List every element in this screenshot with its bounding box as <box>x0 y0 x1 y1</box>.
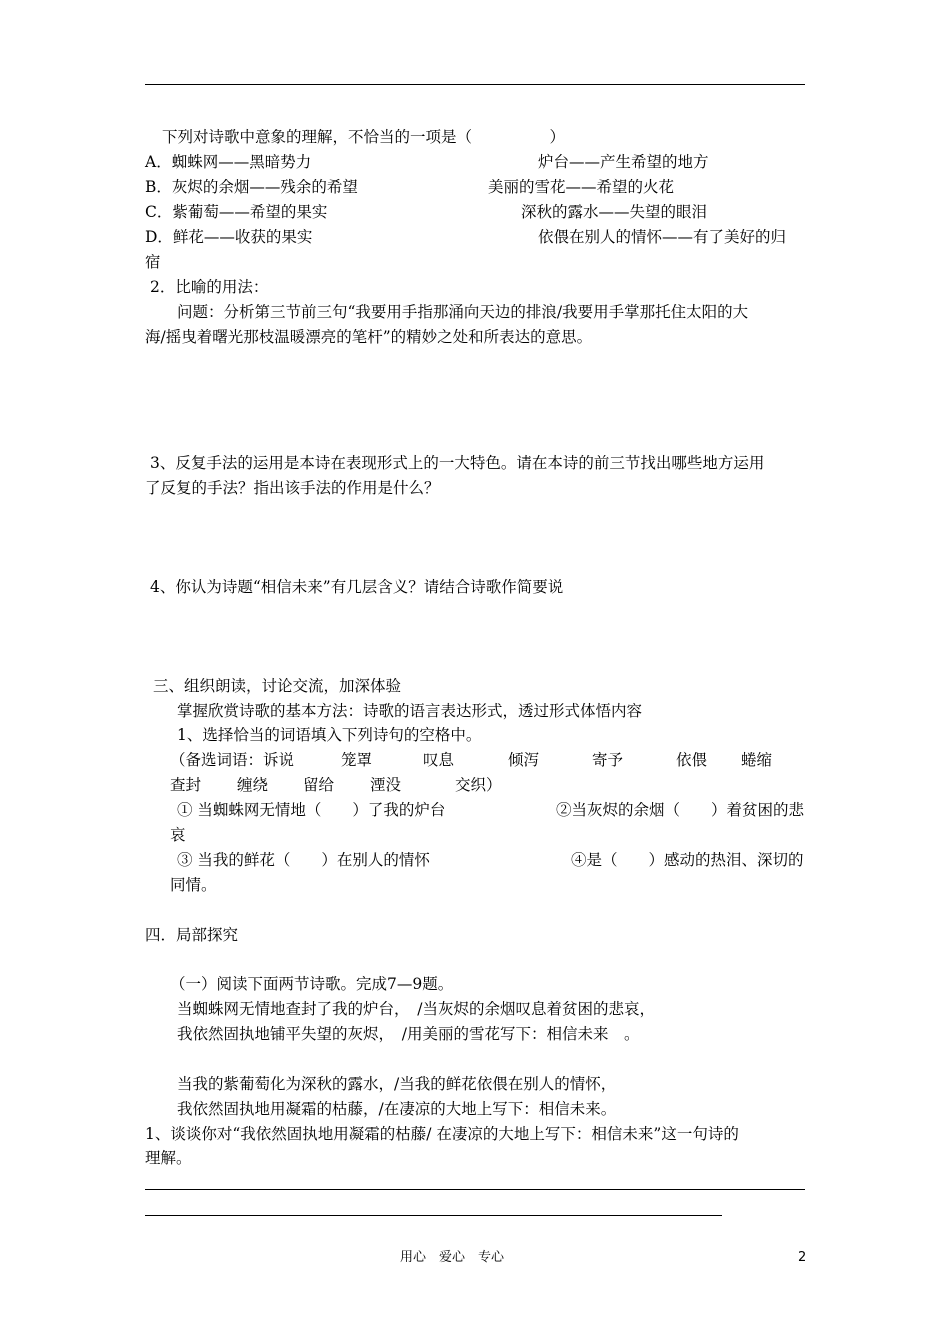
word-bank-item: 叹息 <box>423 751 455 769</box>
q4-line-1: 4、你认为诗题“相信未来”有几层含义？请结合诗歌作简要说 <box>150 578 564 596</box>
q1-stem: 下列对诗歌中意象的理解，不恰当的一项是（ ） <box>162 128 566 146</box>
poem-line-3: 当我的紫葡萄化为深秋的露水，/当我的鲜花依偎在别人的情怀， <box>177 1075 617 1093</box>
word-bank-item: 笼罩 <box>341 751 373 769</box>
q2-line-1: 问题：分析第三节前三句“我要用手指那涌向天边的排浪/我要用手掌那托住太阳的大 <box>177 303 749 321</box>
page-number: 2 <box>798 1250 807 1265</box>
blank-sentence-4-continuation: 同情。 <box>170 876 217 894</box>
section-3-task: 1、选择恰当的词语填入下列诗句的空格中。 <box>177 726 482 744</box>
section-4-title: 四．局部探究 <box>145 926 239 944</box>
q1-option-a-right: 炉台——产生希望的地方 <box>538 153 709 171</box>
q2-title: 2．比喻的用法： <box>150 278 269 296</box>
blank-sentence-2: ②当灰烬的余烟（ ）着贫困的悲 <box>556 801 805 819</box>
q3-line-2: 了反复的手法？指出该手法的作用是什么？ <box>145 479 440 497</box>
section-3-method: 掌握欣赏诗歌的基本方法：诗歌的语言表达形式，透过形式体悟内容 <box>177 702 643 720</box>
header-rule <box>145 84 805 85</box>
section-4-question-1-continuation: 理解。 <box>145 1149 192 1167</box>
word-bank-item: 依偎 <box>676 751 708 769</box>
word-bank-item: 交织） <box>455 776 502 794</box>
section-4-question-1: 1、谈谈你对“我依然固执地用凝霜的枯藤/ 在凄凉的大地上写下：相信未来”这一句诗的 <box>145 1125 739 1143</box>
poem-line-4: 我依然固执地用凝霜的枯藤，/在凄凉的大地上写下：相信未来。 <box>177 1100 617 1118</box>
word-bank-item: 查封 <box>170 776 202 794</box>
q1-option-d-right: 依偎在别人的情怀——有了美好的归 <box>538 228 787 246</box>
q1-option-c-left: C．紫葡萄——希望的果实 <box>145 203 328 221</box>
blank-sentence-2-continuation: 哀 <box>170 826 186 844</box>
q3-line-1: 3、反复手法的运用是本诗在表现形式上的一大特色。请在本诗的前三节找出哪些地方运用 <box>150 454 765 472</box>
footer-motto: 用心 爱心 专心 <box>400 1250 505 1265</box>
q1-option-a-left: A．蜘蛛网——黑暗势力 <box>145 153 312 171</box>
word-bank-item: 湮没 <box>370 776 402 794</box>
q1-option-c-right: 深秋的露水——失望的眼泪 <box>521 203 708 221</box>
word-bank-label: （备选词语：诉说 <box>170 751 295 769</box>
word-bank-item: 倾泻 <box>508 751 540 769</box>
poem-line-2: 我依然固执地铺平失望的灰烬， /用美丽的雪花写下：相信未来 。 <box>177 1025 640 1043</box>
word-bank-item: 蜷缩 <box>741 751 773 769</box>
blank-sentence-4: ④是（ ）感动的热泪、深切的 <box>571 851 804 869</box>
blank-sentence-1: ① 当蜘蛛网无情地（ ）了我的炉台 <box>177 801 446 819</box>
q2-line-2: 海/摇曳着曙光那枝温暖漂亮的笔杆”的精妙之处和所表达的意思。 <box>145 328 593 346</box>
q1-option-d-left: D．鲜花——收获的果实 <box>145 228 313 246</box>
q1-option-b-left: B．灰烬的余烟——残余的希望 <box>145 178 358 196</box>
poem-line-1: 当蜘蛛网无情地查封了我的炉台， /当灰烬的余烟叹息着贫困的悲哀， <box>177 1000 655 1018</box>
word-bank-item: 寄予 <box>592 751 624 769</box>
q1-option-b-right: 美丽的雪花——希望的火花 <box>488 178 675 196</box>
answer-line <box>145 1189 805 1190</box>
word-bank-item: 缠绕 <box>237 776 269 794</box>
blank-sentence-3: ③ 当我的鲜花（ ）在别人的情怀 <box>177 851 430 869</box>
section-4-intro: （一）阅读下面两节诗歌。完成7—9题。 <box>170 975 454 993</box>
section-3-title: 三、组织朗读，讨论交流，加深体验 <box>153 677 402 695</box>
word-bank-item: 留给 <box>303 776 335 794</box>
answer-line <box>145 1215 722 1216</box>
q1-option-d-continuation: 宿 <box>145 253 161 271</box>
